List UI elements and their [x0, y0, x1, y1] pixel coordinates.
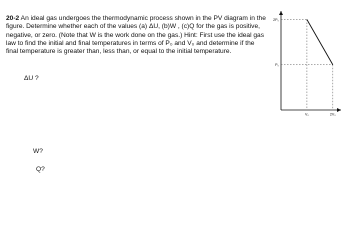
delta-u-question: ΔU ? [24, 75, 39, 82]
process-line [307, 20, 333, 65]
work-question: W? [33, 148, 43, 155]
y-axis-arrow [279, 11, 283, 15]
y-tick-label: 2P₀ [273, 17, 279, 22]
heat-question: Q? [36, 166, 45, 173]
problem-text: An ideal gas undergoes the thermodynamic process shown in the PV diagram in the figure. Determine whether each of the values (a) ΔU, (b)W , (c)Q for the gas is positive, negative, or zero. (Note that W is the work done on the gas.) Hint: First use the ideal gas law to find the initial and final temperatures in terms of P₀ and V₀ and determine if the final temperature is greater than, less than, or equal to the initial temperature. [6, 15, 266, 56]
problem-number: 20-2 [6, 15, 20, 22]
y-tick-label: P₀ [275, 63, 279, 68]
x-axis-arrow [337, 108, 341, 112]
x-tick-label: 2V₀ [329, 112, 336, 117]
x-tick-label: V₀ [304, 112, 309, 117]
